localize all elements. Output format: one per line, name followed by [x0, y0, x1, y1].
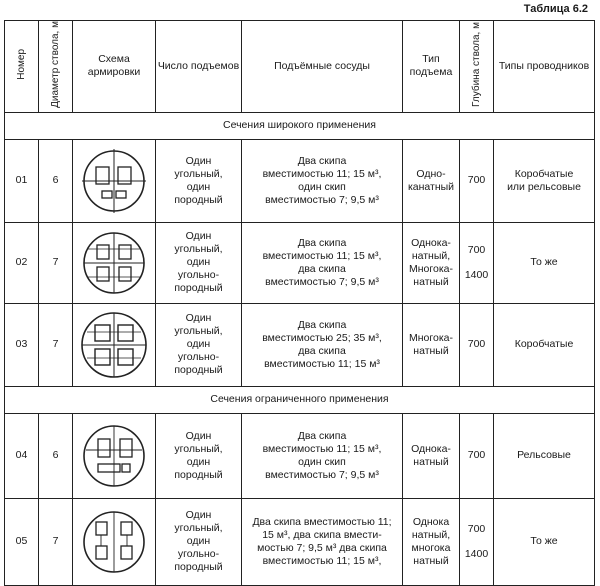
row-diameter: 6 — [39, 139, 73, 222]
row-lift-type: Однока- натный, Многока- натный — [403, 222, 460, 303]
row-lift-type: Однока натный, многока натный — [403, 498, 460, 585]
row-guides: Рельсовые — [494, 413, 595, 498]
shaft-sections-table — [4, 20, 595, 586]
row-diameter: 7 — [39, 498, 73, 585]
row-lift-type: Многока- натный — [403, 303, 460, 386]
row-diameter: 7 — [39, 222, 73, 303]
row-lift-type: Однока- натный — [403, 413, 460, 498]
row-number: 01 — [5, 139, 39, 222]
row-guides: Коробчатые или рельсовые — [494, 139, 595, 222]
header-number: Номер — [5, 21, 39, 113]
row-guides: Коробчатые — [494, 303, 595, 386]
scheme-diagram — [73, 139, 156, 222]
row-number: 03 — [5, 303, 39, 386]
shaft-scheme-02 — [78, 227, 150, 299]
header-row — [5, 21, 595, 113]
row-lifts: Один угольный, один породный — [156, 139, 242, 222]
row-vessels: Два скипа вместимостью 11; 15 м³, два скипа вместимостью 7; 9,5 м³ — [242, 222, 403, 303]
header-lifts: Число подъемов — [156, 21, 242, 113]
table-row — [5, 303, 595, 386]
header-lift-type: Тип подъема — [403, 21, 460, 113]
shaft-scheme-01 — [78, 145, 150, 217]
table-row — [5, 413, 595, 498]
row-diameter: 6 — [39, 413, 73, 498]
header-scheme: Схема армировки — [73, 21, 156, 113]
row-depth: 700 — [460, 413, 494, 498]
row-lifts: Один угольный, один породный — [156, 413, 242, 498]
row-lifts: Один угольный, один угольно- породный — [156, 498, 242, 585]
row-depth: 700 — [460, 303, 494, 386]
header-guides: Типы проводников — [494, 21, 595, 113]
row-vessels: Два скипа вместимостью 11; 15 м³, один скип вместимостью 7; 9,5 м³ — [242, 413, 403, 498]
row-guides: То же — [494, 498, 595, 585]
section-title-wide: Сечения широкого применения — [5, 112, 595, 139]
header-depth: Глубина ствола, м — [460, 21, 494, 113]
row-depth: 700 — [460, 139, 494, 222]
header-diameter: Диаметр ствола, м — [39, 21, 73, 113]
row-lift-type: Одно- канатный — [403, 139, 460, 222]
scheme-diagram — [73, 413, 156, 498]
row-diameter: 7 — [39, 303, 73, 386]
row-vessels: Два скипа вместимостью 25; 35 м³, два скипа вместимостью 11; 15 м³ — [242, 303, 403, 386]
table-caption: Таблица 6.2 — [523, 3, 588, 15]
scheme-diagram — [73, 222, 156, 303]
row-number: 05 — [5, 498, 39, 585]
table-row — [5, 222, 595, 303]
shaft-scheme-03 — [77, 308, 151, 382]
row-vessels: Два скипа вместимостью 11; 15 м³, два скипа вмести- мостью 7; 9,5 м³ два скипа вместимостью 11; 15 м³, — [242, 498, 403, 585]
row-guides: То же — [494, 222, 595, 303]
row-depth: 700 1400 — [460, 222, 494, 303]
section-title-limited: Сечения ограниченного применения — [5, 386, 595, 413]
row-number: 04 — [5, 413, 39, 498]
shaft-scheme-04 — [78, 420, 150, 492]
row-depth: 700 1400 — [460, 498, 494, 585]
shaft-scheme-05 — [78, 506, 150, 578]
row-lifts: Один угольный, один угольно- породный — [156, 222, 242, 303]
table-row — [5, 139, 595, 222]
row-lifts: Один угольный, один угольно- породный — [156, 303, 242, 386]
row-number: 02 — [5, 222, 39, 303]
scheme-diagram — [73, 303, 156, 386]
header-vessels: Подъёмные сосуды — [242, 21, 403, 113]
row-vessels: Два скипа вместимостью 11; 15 м³, один скип вместимостью 7; 9,5 м³ — [242, 139, 403, 222]
table-row — [5, 498, 595, 585]
scheme-diagram — [73, 498, 156, 585]
